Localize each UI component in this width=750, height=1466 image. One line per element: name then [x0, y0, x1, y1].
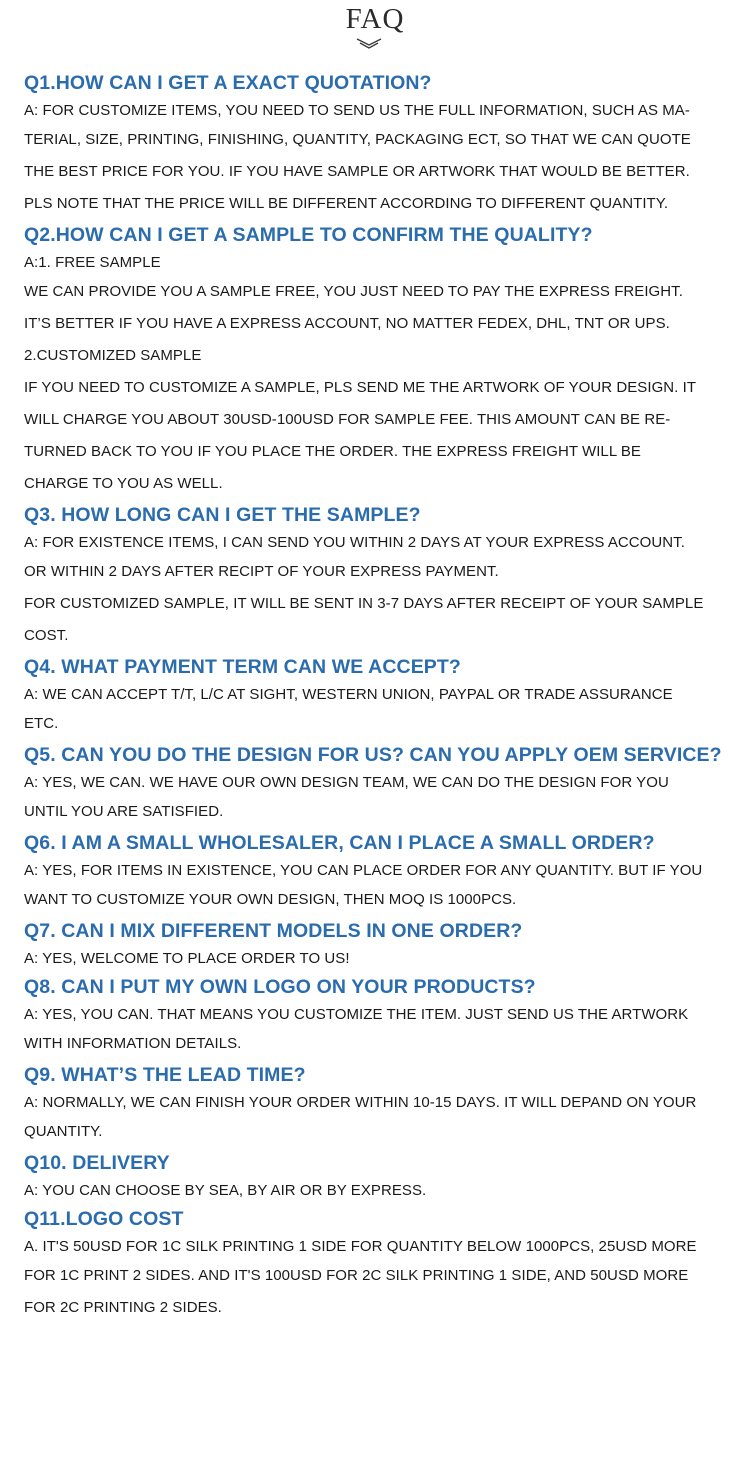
faq-answer-line: WITH INFORMATION DETAILS.: [24, 1035, 242, 1052]
faq-answer-line: A: YES, YOU CAN. THAT MEANS YOU CUSTOMIZE THE ITEM. JUST SEND US THE ARTWORK: [24, 1006, 689, 1023]
faq-question: Q4. WHAT PAYMENT TERM CAN WE ACCEPT?: [24, 656, 461, 678]
faq-answer-line: A: YES, FOR ITEMS IN EXISTENCE, YOU CAN PLACE ORDER FOR ANY QUANTITY. BUT IF YOU: [24, 862, 703, 879]
faq-answer-line: IF YOU NEED TO CUSTOMIZE A SAMPLE, PLS SEND ME THE ARTWORK OF YOUR DESIGN. IT: [24, 379, 697, 396]
faq-answer-line: QUANTITY.: [24, 1123, 103, 1140]
faq-answer-line: FOR 1C PRINT 2 SIDES. AND IT'S 100USD FOR 2C SILK PRINTING 1 SIDE, AND 50USD MORE: [24, 1267, 689, 1284]
faq-answer-line: A: WE CAN ACCEPT T/T, L/C AT SIGHT, WESTERN UNION, PAYPAL OR TRADE ASSURANCE: [24, 686, 673, 703]
faq-item: [24, 652, 730, 740]
faq-question: Q3. HOW LONG CAN I GET THE SAMPLE?: [24, 504, 421, 526]
faq-question: Q10. DELIVERY: [24, 1152, 170, 1174]
faq-header: [0, 0, 750, 60]
faq-item: [24, 972, 730, 1060]
faq-answer-line: COST.: [24, 627, 69, 644]
faq-answer-line: A: FOR EXISTENCE ITEMS, I CAN SEND YOU WITHIN 2 DAYS AT YOUR EXPRESS ACCOUNT.: [24, 534, 685, 551]
double-chevron-down-icon: [355, 37, 383, 51]
faq-answer-line: OR WITHIN 2 DAYS AFTER RECIPT OF YOUR EXPRESS PAYMENT.: [24, 563, 499, 580]
faq-question: Q5. CAN YOU DO THE DESIGN FOR US? CAN YOU APPLY OEM SERVICE?: [24, 744, 722, 766]
faq-question: Q6. I AM A SMALL WHOLESALER, CAN I PLACE A SMALL ORDER?: [24, 832, 655, 854]
faq-item: [24, 500, 730, 652]
faq-list: [24, 68, 730, 1324]
faq-question: Q8. CAN I PUT MY OWN LOGO ON YOUR PRODUCTS?: [24, 976, 536, 998]
faq-question: Q9. WHAT’S THE LEAD TIME?: [24, 1064, 306, 1086]
faq-answer-line: ETC.: [24, 715, 59, 732]
faq-answer-line: A: YES, WE CAN. WE HAVE OUR OWN DESIGN TEAM, WE CAN DO THE DESIGN FOR YOU: [24, 774, 669, 791]
faq-answer-line: UNTIL YOU ARE SATISFIED.: [24, 803, 224, 820]
faq-answer-line: 2.CUSTOMIZED SAMPLE: [24, 347, 202, 364]
faq-item: [24, 828, 730, 916]
faq-answer-line: A: YES, WELCOME TO PLACE ORDER TO US!: [24, 950, 350, 967]
page-title: FAQ: [345, 3, 405, 35]
faq-item: [24, 916, 730, 972]
faq-item: [24, 68, 730, 220]
faq-answer-line: A: FOR CUSTOMIZE ITEMS, YOU NEED TO SEND US THE FULL INFORMATION, SUCH AS MA-: [24, 102, 690, 119]
faq-answer-line: A:1. FREE SAMPLE: [24, 254, 161, 271]
faq-answer-line: A: NORMALLY, WE CAN FINISH YOUR ORDER WITHIN 10-15 DAYS. IT WILL DEPAND ON YOUR: [24, 1094, 697, 1111]
faq-answer-line: IT’S BETTER IF YOU HAVE A EXPRESS ACCOUNT, NO MATTER FEDEX, DHL, TNT OR UPS.: [24, 315, 670, 332]
faq-item: [24, 1060, 730, 1148]
faq-question: Q11.LOGO COST: [24, 1208, 184, 1230]
faq-answer-line: WE CAN PROVIDE YOU A SAMPLE FREE, YOU JUST NEED TO PAY THE EXPRESS FREIGHT.: [24, 283, 683, 300]
faq-question: Q1.HOW CAN I GET A EXACT QUOTATION?: [24, 72, 432, 94]
faq-answer-line: A. IT'S 50USD FOR 1C SILK PRINTING 1 SIDE FOR QUANTITY BELOW 1000PCS, 25USD MORE: [24, 1238, 697, 1255]
faq-item: [24, 1148, 730, 1204]
faq-answer-line: FOR CUSTOMIZED SAMPLE, IT WILL BE SENT IN 3-7 DAYS AFTER RECEIPT OF YOUR SAMPLE: [24, 595, 704, 612]
faq-question: Q7. CAN I MIX DIFFERENT MODELS IN ONE ORDER?: [24, 920, 523, 942]
faq-item: [24, 1204, 730, 1324]
faq-answer-line: TERIAL, SIZE, PRINTING, FINISHING, QUANTITY, PACKAGING ECT, SO THAT WE CAN QUOTE: [24, 131, 691, 148]
faq-answer-line: FOR 2C PRINTING 2 SIDES.: [24, 1299, 222, 1316]
faq-answer-line: THE BEST PRICE FOR YOU. IF YOU HAVE SAMPLE OR ARTWORK THAT WOULD BE BETTER.: [24, 163, 690, 180]
faq-answer-line: CHARGE TO YOU AS WELL.: [24, 475, 223, 492]
faq-question: Q2.HOW CAN I GET A SAMPLE TO CONFIRM THE QUALITY?: [24, 224, 593, 246]
faq-item: [24, 220, 730, 500]
faq-answer-line: WILL CHARGE YOU ABOUT 30USD-100USD FOR SAMPLE FEE. THIS AMOUNT CAN BE RE-: [24, 411, 671, 428]
faq-answer-line: PLS NOTE THAT THE PRICE WILL BE DIFFERENT ACCORDING TO DIFFERENT QUANTITY.: [24, 195, 669, 212]
faq-answer-line: WANT TO CUSTOMIZE YOUR OWN DESIGN, THEN MOQ IS 1000PCS.: [24, 891, 517, 908]
faq-answer-line: A: YOU CAN CHOOSE BY SEA, BY AIR OR BY EXPRESS.: [24, 1182, 427, 1199]
faq-item: [24, 740, 730, 828]
faq-answer-line: TURNED BACK TO YOU IF YOU PLACE THE ORDER. THE EXPRESS FREIGHT WILL BE: [24, 443, 641, 460]
